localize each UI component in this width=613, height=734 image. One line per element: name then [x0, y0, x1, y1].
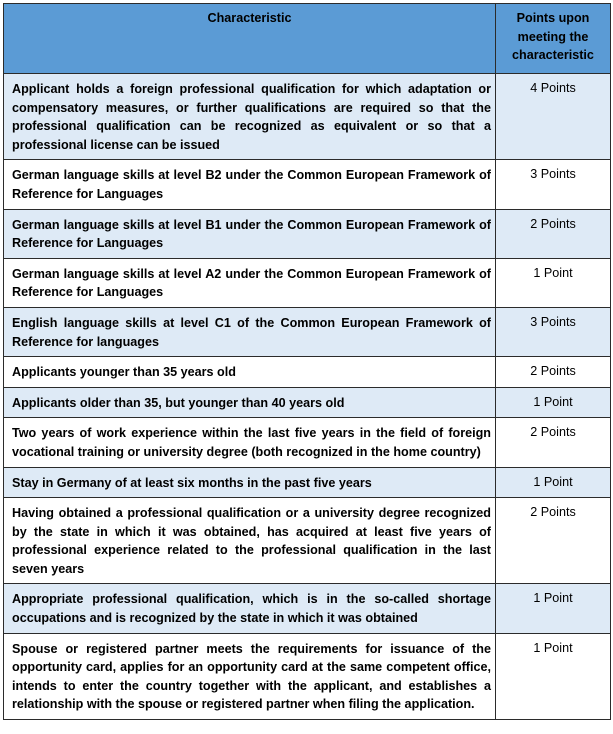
points-cell: 1 Point — [496, 258, 611, 307]
characteristic-cell: German language skills at level A2 under the Common European Framework of Reference for Languages — [4, 258, 496, 307]
characteristic-cell: Spouse or registered partner meets the requirements for issuance of the opportunity card, applies for an opportunity card at the same competent office, intends to enter the country together with the applicant, and establishes a relationship with the spouse or registered partner when filing the application. — [4, 633, 496, 719]
points-cell: 3 Points — [496, 307, 611, 356]
points-cell: 2 Points — [496, 209, 611, 258]
table-row — [4, 307, 611, 356]
points-cell: 4 Points — [496, 74, 611, 160]
points-table — [3, 3, 611, 720]
points-cell: 2 Points — [496, 357, 611, 388]
table-row — [4, 209, 611, 258]
characteristic-cell: Two years of work experience within the last five years in the field of foreign vocational training or university degree (both recognized in the home country) — [4, 418, 496, 467]
header-points: Points upon meeting the characteristic — [496, 4, 611, 74]
points-cell: 3 Points — [496, 160, 611, 209]
characteristic-cell: Applicants older than 35, but younger than 40 years old — [4, 387, 496, 418]
header-characteristic: Characteristic — [4, 4, 496, 74]
points-cell: 1 Point — [496, 584, 611, 633]
table-row — [4, 74, 611, 160]
points-cell: 2 Points — [496, 418, 611, 467]
table-row — [4, 467, 611, 498]
characteristic-cell: Stay in Germany of at least six months in the past five years — [4, 467, 496, 498]
points-cell: 1 Point — [496, 387, 611, 418]
table-row — [4, 584, 611, 633]
table-row — [4, 633, 611, 719]
characteristic-cell: German language skills at level B1 under the Common European Framework of Reference for Languages — [4, 209, 496, 258]
table-row — [4, 387, 611, 418]
points-cell: 1 Point — [496, 467, 611, 498]
points-cell: 2 Points — [496, 498, 611, 584]
characteristic-cell: Applicant holds a foreign professional qualification for which adaptation or compensatory measures, or further qualifications are required so that the professional qualification can be recognized as equivalent or so that a professional license can be issued — [4, 74, 496, 160]
table-row — [4, 258, 611, 307]
characteristic-cell: English language skills at level C1 of the Common European Framework of Reference for languages — [4, 307, 496, 356]
characteristic-cell: Having obtained a professional qualification or a university degree recognized by the state in which it was obtained, has acquired at least five years of professional experience related to the professional qualification in the last seven years — [4, 498, 496, 584]
points-cell: 1 Point — [496, 633, 611, 719]
table-row — [4, 498, 611, 584]
characteristic-cell: Applicants younger than 35 years old — [4, 357, 496, 388]
table-row — [4, 160, 611, 209]
table-row — [4, 357, 611, 388]
table-row — [4, 418, 611, 467]
characteristic-cell: German language skills at level B2 under the Common European Framework of Reference for Languages — [4, 160, 496, 209]
characteristic-cell: Appropriate professional qualification, which is in the so-called shortage occupations and is recognized by the state in which it was obtained — [4, 584, 496, 633]
header-row — [4, 4, 611, 74]
